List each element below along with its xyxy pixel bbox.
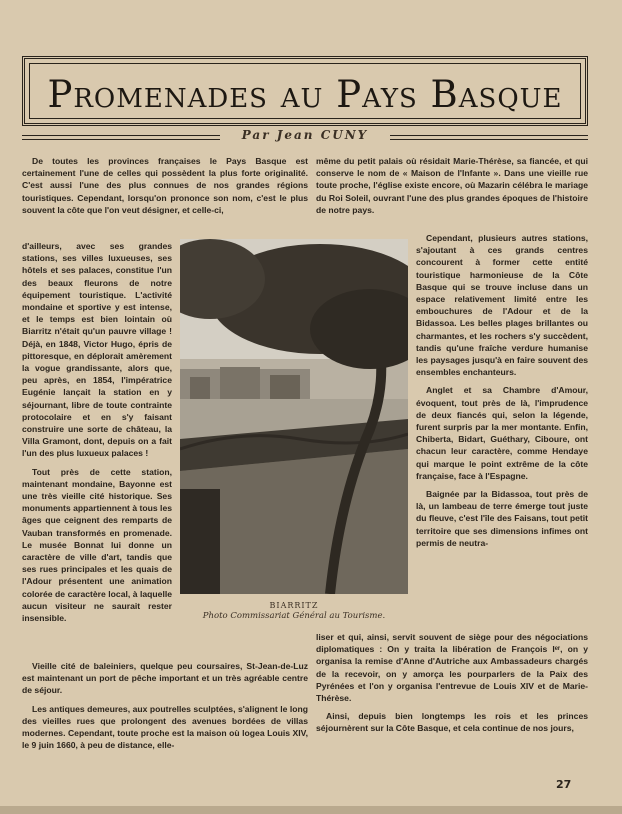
- paragraph: Ainsi, depuis bien longtemps les rois et les princes séjournèrent sur la Côte Basque, et cela continue de nos jours,: [316, 711, 588, 734]
- paragraph: Cependant, plusieurs autres stations, s'ajoutant à ces grands centres concourent à former cette entité touristique harmonieuse de la Côte Basque qui se trouve incluse dans un espace relativement limité entre les embouchures de l'Adour et de la Bidassoa. Les belles plages brillantes ou charmantes, et les rochers s'y succèdent, tandis qu'une fraîche verdure humanise les paysages jusqu'à en faire souvent des ensembles enchanteurs.: [416, 233, 588, 378]
- article-title: Promenades au Pays Basque: [47, 73, 563, 116]
- left-column-bottom: [22, 660, 308, 757]
- photo-illustration: [180, 239, 408, 594]
- paragraph: Les antiques demeures, aux poutrelles sculptées, s'alignent le long des vieilles rues que prolongent des avenues bordées de villas modernes. Cependant, toute proche est la maison où logea Louis XIV, le 9 juin 1660, à peu de distance, elle-: [22, 703, 308, 751]
- left-column-top: [22, 155, 308, 222]
- paragraph: d'ailleurs, avec ses grandes stations, ses villes luxueuses, ses hôtels et ses palaces, constitue l'un des beaux fleurons de notre équipement touristique. L'activité mondaine et sportive y est intense, et le temps est bien lointain où Biarritz n'était qu'un pauvre village ! Déjà, en 1848, Victor Hugo, épris de pittoresque, en déplorait amèrement la vogue grandissante, alors que, peu après, en 1854, l'impératrice Eugénie lançait la station en y séjournant, libre de toute contrainte protocolaire et en s'y faisant construire une sorte de château, la Villa Gramont, dont, depuis on a fait l'un des plus luxueux palaces !: [22, 241, 172, 459]
- paragraph: Anglet et sa Chambre d'Amour, évoquent, tout près de là, l'imprudence de deux fiancés qui, selon la légende, furent surpris par la mer montante. Enfin, Chiberta, Bidart, Guéthary, Ciboure, ont chacun leur caractère, comme Hendaye qui marque le point extrême de la côte française, face à l'Espagne.: [416, 385, 588, 481]
- paragraph: même du petit palais où résidait Marie-Thérèse, sa fiancée, et qui conserve le nom de « Maison de l'Infante ». Dans une vieille rue toute proche, l'église existe encore, où Mazarin célébra le mariage du Roi Soleil, ouvrant l'une des plus grandes époques de l'histoire de notre pays.: [316, 156, 588, 215]
- right-column-narrow: [416, 232, 588, 555]
- title-frame: [22, 56, 588, 126]
- paragraph: Vieille cité de baleiniers, quelque peu coursaires, St-Jean-de-Luz est maintenant un port de pêche important et un très agréable centre de séjour.: [22, 661, 308, 696]
- article-byline: Par Jean CUNY: [241, 128, 369, 142]
- page-edge: [0, 806, 622, 814]
- page-number: 27: [556, 778, 572, 791]
- byline-row: [22, 128, 588, 146]
- caption-credit: Photo Commissariat Général au Tourisme.: [202, 611, 386, 621]
- paragraph: Baignée par la Bidassoa, tout près de là, un lambeau de terre émerge tout juste du fleuve, c'est l'île des Faisans, tout petit territoire que ses dimensions infimes ont permis de neutra-: [416, 489, 588, 548]
- right-column-top: [316, 155, 588, 222]
- biarritz-photo: [180, 239, 408, 594]
- caption-place: BIARRITZ: [269, 601, 319, 610]
- photo-caption: [180, 600, 408, 622]
- paragraph: De toutes les provinces françaises le Pays Basque est certainement l'une de celles qui possèdent la plus forte originalité. C'est aussi l'une des plus connues de nos grandes régions touristiques. Cependant, lorsqu'on prononce son nom, c'est le plus souvent la côte que l'on veut désigner, et celle-ci,: [22, 156, 308, 215]
- paragraph: Tout près de cette station, maintenant mondaine, Bayonne est une très vieille cité historique. Ses monuments appartiennent à tous les âges que ceignent des remparts de Vauban transformés en promenade. Le musée Bonnat lui donne un caractère de ville d'art, tandis que ses rues principales et les quais de l'Adour présentent une animation colorée de caractère local, à laquelle aucun visiteur ne saurait rester insensible.: [22, 466, 172, 624]
- paragraph: liser et qui, ainsi, servit souvent de siège pour des négociations diplomatiques : On y traita la libération de François Iᵉʳ, on y organisa la remise d'Anne d'Autriche aux Ambassadeurs chargés de la recevoir, on y amorça les pourparlers de la Paix des Pyrénées et l'on y organisa l'entrevue de Louis XIV et de Marie-Thérèse.: [316, 632, 588, 704]
- right-column-bottom: [316, 631, 588, 741]
- left-column-narrow: [22, 240, 172, 630]
